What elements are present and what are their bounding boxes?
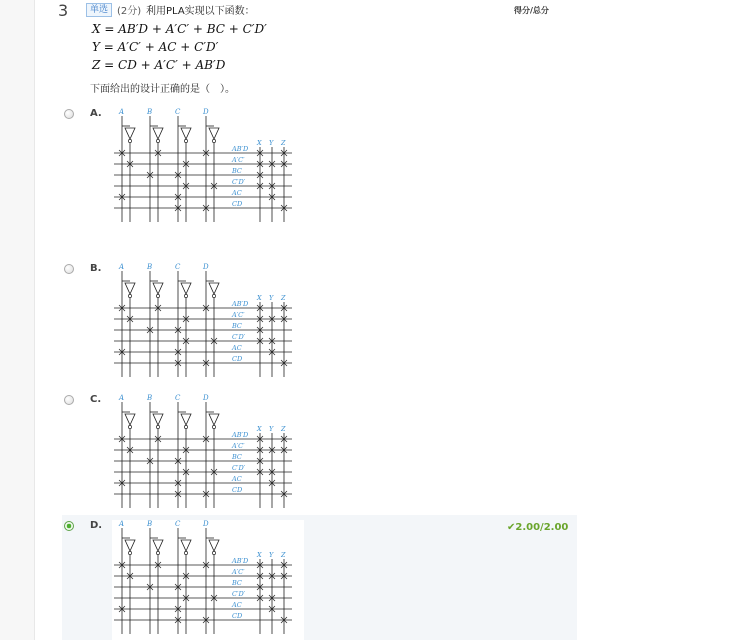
inverter-bubble: [156, 425, 159, 428]
inverter-triangle: [153, 128, 163, 139]
product-term-label: C′D′: [232, 464, 246, 472]
product-term-label: A′C′: [232, 442, 245, 450]
output-label: Z: [281, 294, 286, 302]
product-term-label: C′D′: [232, 333, 246, 341]
input-label: B: [147, 394, 153, 402]
product-term-label: C′D′: [232, 178, 246, 186]
input-label: B: [147, 520, 153, 528]
product-term-label: AC: [232, 189, 242, 197]
option-b-radio[interactable]: [64, 264, 74, 274]
inverter-bubble: [212, 425, 215, 428]
product-term-label: CD: [232, 200, 243, 208]
inverter-bubble: [184, 425, 187, 428]
input-label: D: [203, 394, 209, 402]
product-term-label: BC: [232, 579, 242, 587]
option-d-label: D.: [90, 520, 103, 531]
inverter-triangle: [125, 414, 135, 425]
inverter-triangle: [209, 128, 219, 139]
inverter-triangle: [209, 540, 219, 551]
inverter-triangle: [153, 283, 163, 294]
input-label: C: [175, 108, 181, 116]
option-d-radio[interactable]: [64, 521, 74, 531]
option-a-radio[interactable]: [64, 109, 74, 119]
inverter-bubble: [184, 294, 187, 297]
inverter-triangle: [153, 414, 163, 425]
product-term-label: AB′D: [232, 431, 249, 439]
product-term-label: CD: [232, 355, 243, 363]
product-term-label: AC: [232, 344, 242, 352]
inverter-triangle: [209, 414, 219, 425]
product-term-label: A′C′: [232, 568, 245, 576]
output-label: X: [257, 294, 262, 302]
input-label: D: [203, 263, 209, 271]
inverter-bubble: [128, 139, 131, 142]
product-term-label: A′C′: [232, 311, 245, 319]
inverter-triangle: [209, 283, 219, 294]
inverter-bubble: [156, 139, 159, 142]
inverter-bubble: [156, 551, 159, 554]
output-label: Y: [269, 551, 274, 559]
question-type-badge: 单选: [86, 3, 112, 17]
output-label: X: [257, 139, 262, 147]
question-points: (2分): [117, 6, 142, 17]
option-d-pla-diagram[interactable]: [110, 518, 310, 643]
input-label: C: [175, 263, 181, 271]
question-number: 3: [58, 1, 69, 20]
option-b-pla-diagram[interactable]: [110, 261, 310, 386]
score-total-label: 得分/总分: [514, 6, 549, 15]
product-term-label: CD: [232, 612, 243, 620]
product-term-label: AC: [232, 475, 242, 483]
output-label: Z: [281, 551, 286, 559]
input-label: A: [119, 263, 125, 271]
equation-x: X = AB′D + A′C′ + BC + C′D′: [92, 22, 267, 36]
inverter-bubble: [212, 139, 215, 142]
input-label: A: [119, 394, 125, 402]
product-term-label: AB′D: [232, 300, 249, 308]
inverter-triangle: [181, 414, 191, 425]
input-label: D: [203, 108, 209, 116]
option-b-label: B.: [90, 263, 102, 274]
inverter-triangle: [125, 283, 135, 294]
question-prompt: 利用PLA实现以下函数：: [146, 6, 255, 17]
input-label: A: [119, 108, 125, 116]
product-term-label: C′D′: [232, 590, 246, 598]
equation-z: Z = CD + A′C′ + AB′D: [92, 58, 226, 72]
left-gutter: [0, 0, 35, 640]
output-label: X: [257, 425, 262, 433]
product-term-label: BC: [232, 453, 242, 461]
product-term-label: BC: [232, 322, 242, 330]
question-ask: 下面给出的设计正确的是（ ）。: [90, 84, 235, 95]
option-c-radio[interactable]: [64, 395, 74, 405]
input-label: D: [203, 520, 209, 528]
option-a-label: A.: [90, 108, 102, 119]
inverter-bubble: [156, 294, 159, 297]
product-term-label: AB′D: [232, 557, 249, 565]
inverter-triangle: [181, 540, 191, 551]
output-label: Y: [269, 425, 274, 433]
inverter-bubble: [128, 294, 131, 297]
inverter-bubble: [128, 551, 131, 554]
output-label: Z: [281, 139, 286, 147]
option-c-pla-diagram[interactable]: [110, 392, 310, 517]
output-label: Z: [281, 425, 286, 433]
inverter-triangle: [181, 128, 191, 139]
inverter-triangle: [153, 540, 163, 551]
inverter-bubble: [212, 294, 215, 297]
input-label: C: [175, 394, 181, 402]
result-score: ✔2.00/2.00: [507, 522, 569, 533]
output-label: Y: [269, 139, 274, 147]
inverter-bubble: [184, 551, 187, 554]
inverter-triangle: [181, 283, 191, 294]
option-c-label: C.: [90, 394, 102, 405]
product-term-label: BC: [232, 167, 242, 175]
option-a-pla-diagram[interactable]: [110, 106, 310, 231]
product-term-label: AB′D: [232, 145, 249, 153]
product-term-label: AC: [232, 601, 242, 609]
output-label: Y: [269, 294, 274, 302]
product-term-label: A′C′: [232, 156, 245, 164]
output-label: X: [257, 551, 262, 559]
input-label: B: [147, 108, 153, 116]
product-term-label: CD: [232, 486, 243, 494]
inverter-bubble: [128, 425, 131, 428]
equation-y: Y = A′C′ + AC + C′D′: [92, 40, 219, 54]
inverter-bubble: [184, 139, 187, 142]
input-label: A: [119, 520, 125, 528]
input-label: C: [175, 520, 181, 528]
inverter-triangle: [125, 540, 135, 551]
inverter-bubble: [212, 551, 215, 554]
input-label: B: [147, 263, 153, 271]
inverter-triangle: [125, 128, 135, 139]
